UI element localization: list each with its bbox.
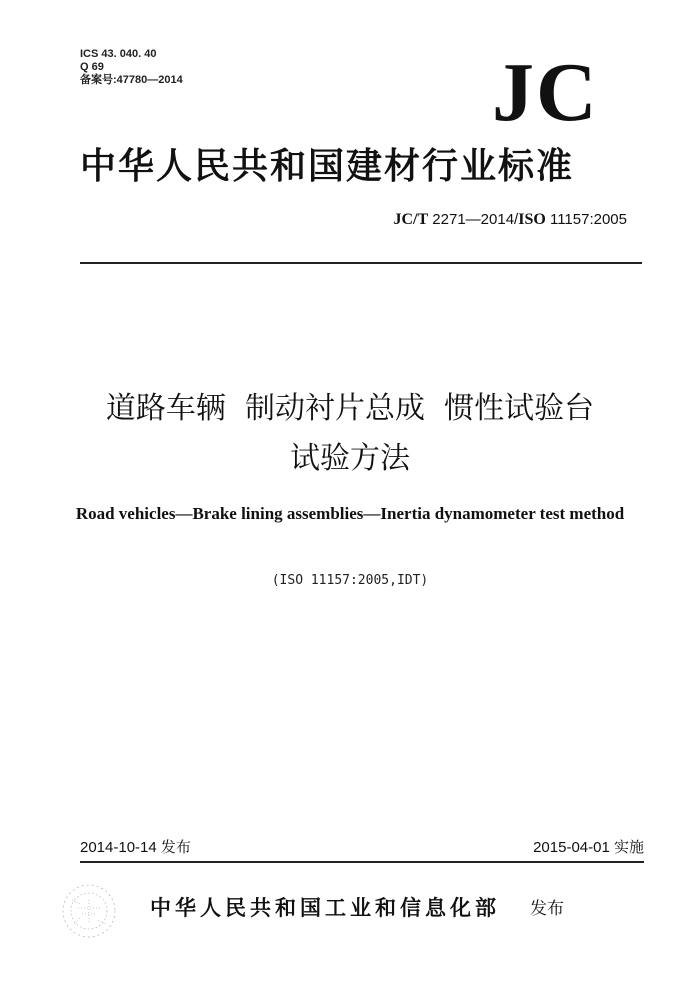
standard-number-main: 2271—2014/ — [428, 211, 519, 228]
filing-number: 备案号:47780—2014 — [80, 74, 183, 86]
english-title: Road vehicles—Brake lining assemblies—Inertia dynamometer test method — [75, 504, 625, 523]
header-meta — [80, 48, 183, 87]
top-divider — [80, 262, 642, 264]
issue-date: 2014-10-14 发布 — [80, 839, 191, 856]
chinese-title-line-2: 试验方法 — [290, 441, 410, 476]
implementation-date: 2015-04-01 实施 — [533, 839, 644, 856]
seal-icon — [58, 880, 120, 942]
ccs-code: Q 69 — [80, 61, 104, 73]
ics-code: ICS 43. 040. 40 — [80, 48, 157, 60]
publisher-name: 中华人民共和国工业和信息化部 — [150, 896, 500, 920]
standard-number-prefix-jct: JC/T — [393, 211, 429, 228]
bottom-divider — [80, 861, 644, 863]
standard-number — [393, 210, 627, 230]
standard-number-iso: 11157:2005 — [545, 211, 627, 228]
publisher-action: 发布 — [530, 899, 564, 919]
jc-logo: JC — [492, 46, 599, 139]
standard-number-prefix-iso: ISO — [518, 211, 546, 228]
iso-reference: (ISO 11157:2005,IDT) — [271, 573, 429, 588]
standard-category-title: 中华人民共和国建材行业标准 — [80, 146, 575, 187]
chinese-title-line-1: 道路车辆 制动衬片总成 惯性试验台 — [105, 391, 595, 426]
